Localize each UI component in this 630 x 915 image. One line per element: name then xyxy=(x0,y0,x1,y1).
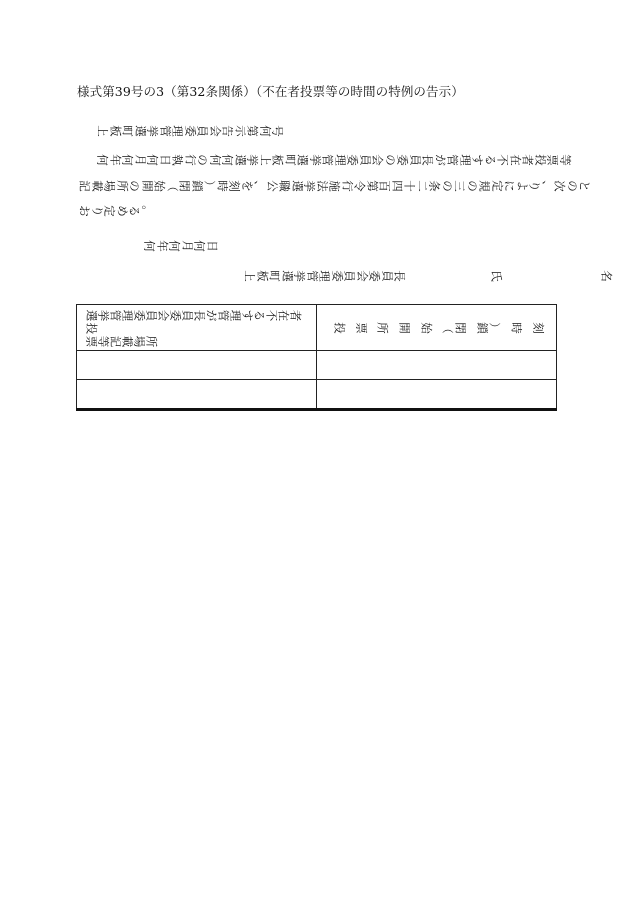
body-line-2-char: 十 xyxy=(402,180,417,192)
body-line-2-char: の xyxy=(564,180,579,192)
body-line-1-char: 者 xyxy=(520,154,535,166)
body-line-2-char: 次 xyxy=(552,180,567,192)
notice-number-char: 町 xyxy=(120,125,135,137)
header-time-char: （ xyxy=(440,321,455,334)
header-time-token xyxy=(333,320,346,336)
signature-title-char: 会 xyxy=(354,270,369,282)
body-line-1-char: の xyxy=(382,154,397,166)
body-line-2-char: 、 xyxy=(252,180,267,192)
body-line-3 xyxy=(78,203,153,219)
notice-number-char: 板 xyxy=(107,125,122,137)
signature-title-char: 委 xyxy=(367,270,382,282)
signature-title-char: 選 xyxy=(279,270,294,282)
signature-mei xyxy=(600,268,613,284)
body-line-1-char: 行 xyxy=(182,154,197,166)
body-line-1-char: 年 xyxy=(107,154,122,166)
body-line-2-char: 法 xyxy=(314,180,329,192)
body-line-2-char: 時 xyxy=(214,180,229,192)
body-line-1-char: 挙 xyxy=(307,154,322,166)
header-location-line-1-char: 不 xyxy=(264,309,279,322)
table-row xyxy=(77,351,557,380)
body-line-1-char: 理 xyxy=(332,154,347,166)
body-line-2-char: を xyxy=(239,180,254,192)
signature-title-char: 板 xyxy=(254,270,269,282)
notice-number-char: 理 xyxy=(170,125,185,137)
signature-title-char: 上 xyxy=(242,270,257,282)
header-location-line-1-char: 会 xyxy=(156,309,171,322)
body-line-1-char: 何 xyxy=(220,154,235,166)
header-location-line-1-char: 者 xyxy=(288,309,303,322)
body-line-1-char: の xyxy=(195,154,210,166)
body-line-2-char: 刻 xyxy=(227,180,242,192)
body-line-1-char: 委 xyxy=(345,154,360,166)
header-location-line-1-char: 選 xyxy=(84,309,99,322)
body-line-2-char: 条 xyxy=(427,180,442,192)
header-time-token xyxy=(441,320,466,336)
header-location-line-1 xyxy=(85,309,310,335)
notice-date-char: 日 xyxy=(204,240,219,252)
table-cell-location xyxy=(77,380,317,410)
body-line-2-char: 四 xyxy=(389,180,404,192)
header-location-line-1-char: 委 xyxy=(168,309,183,322)
header-location-line-2-char: 等 xyxy=(96,335,111,348)
signature-title-char: 員 xyxy=(342,270,357,282)
header-location-line-1-char: 管 xyxy=(216,309,231,322)
header-location-line-1-char: が xyxy=(204,309,219,322)
signature-mei-char: 名 xyxy=(599,270,614,282)
body-line-2-char: 開 xyxy=(139,180,154,192)
body-line-3-char: め xyxy=(114,205,129,217)
header-time-char: ） xyxy=(487,321,502,334)
body-line-2-char: 令 xyxy=(352,180,367,192)
notice-number-char: 告 xyxy=(220,125,235,137)
notice-date-char: 何 xyxy=(142,240,157,252)
body-line-2-char: の xyxy=(127,180,142,192)
body-line-3-char: 定 xyxy=(102,205,117,217)
table-row xyxy=(77,380,557,410)
body-line-2-char: 職 xyxy=(277,180,292,192)
body-line-1-char: 票 xyxy=(545,154,560,166)
body-line-1-char: 長 xyxy=(420,154,435,166)
header-time-token xyxy=(355,320,368,336)
body-line-2-char: 場 xyxy=(102,180,117,192)
header-time-token xyxy=(398,320,411,336)
header-time-token xyxy=(376,320,389,336)
body-line-2-char: 第 xyxy=(364,180,379,192)
body-line-2-char: の xyxy=(439,180,454,192)
header-location-line-1-char: 理 xyxy=(228,309,243,322)
signature-line xyxy=(243,268,613,284)
body-line-1-char: 執 xyxy=(170,154,185,166)
body-line-2-char: 百 xyxy=(377,180,392,192)
header-time-char: 時 xyxy=(509,321,524,334)
body-line-2-char: 規 xyxy=(477,180,492,192)
header-location-line-1-char: 員 xyxy=(180,309,195,322)
body-line-1-char: 選 xyxy=(232,154,247,166)
signature-shi xyxy=(490,268,503,284)
table-header-row xyxy=(77,305,557,351)
body-line-2-char: 定 xyxy=(489,180,504,192)
notice-date-char: 月 xyxy=(179,240,194,252)
table-cell-location xyxy=(77,351,317,380)
header-location-line-2 xyxy=(85,335,310,348)
body-line-1-char: 月 xyxy=(132,154,147,166)
body-line-2 xyxy=(78,178,591,194)
body-line-1-char: 何 xyxy=(145,154,160,166)
header-location xyxy=(77,305,317,351)
body-line-1-char: 上 xyxy=(257,154,272,166)
header-time-token xyxy=(420,320,433,336)
header-time-char: 投 xyxy=(332,321,347,334)
form-title: 様式第39号の3（第32条関係）（不在者投票等の時間の特例の告示） xyxy=(77,84,464,99)
notice-number-char: 上 xyxy=(95,125,110,137)
notice-number-char: 委 xyxy=(182,125,197,137)
body-line-2-char: 所 xyxy=(114,180,129,192)
body-line-1-char: 等 xyxy=(557,154,572,166)
body-line-1-char: す xyxy=(470,154,485,166)
body-line-1-char: 何 xyxy=(95,154,110,166)
body-line-1-char: 会 xyxy=(370,154,385,166)
header-time-char: 所 xyxy=(375,321,390,334)
body-line-2-char: 閉 xyxy=(177,180,192,192)
notice-number-char: 号 xyxy=(270,125,285,137)
header-time-char: 票 xyxy=(353,321,368,334)
notice-number-char: 挙 xyxy=(145,125,160,137)
signature-title-char: 員 xyxy=(379,270,394,282)
body-line-3-char: 。 xyxy=(139,205,154,217)
body-line-2-char: 挙 xyxy=(302,180,317,192)
header-location-line-2-char: 所 xyxy=(144,335,159,348)
header-location-line-2-char: 記 xyxy=(108,335,123,348)
body-line-1-char: 町 xyxy=(282,154,297,166)
body-line-1-char: 在 xyxy=(507,154,522,166)
header-location-line-1-char: 理 xyxy=(120,309,135,322)
header-location-line-1-char: る xyxy=(252,309,267,322)
body-line-2-char: に xyxy=(502,180,517,192)
body-line-2-char: 三 xyxy=(452,180,467,192)
body-line-2-char: 記 xyxy=(77,180,92,192)
notice-number-char: 第 xyxy=(245,125,260,137)
table-cell-time xyxy=(317,380,557,410)
body-line-1-char: 管 xyxy=(445,154,460,166)
body-line-1-char: 投 xyxy=(532,154,547,166)
body-line-2-char: 鎖 xyxy=(189,180,204,192)
header-time-char: 閉 xyxy=(453,321,468,334)
body-line-1-char: 選 xyxy=(295,154,310,166)
header-location-line-2-char: 載 xyxy=(120,335,135,348)
header-location-line-1-char: 在 xyxy=(276,309,291,322)
notice-number-char: 示 xyxy=(232,125,247,137)
body-line-1-char: 日 xyxy=(157,154,172,166)
header-location-line-1-char: 委 xyxy=(132,309,147,322)
body-line-3-char: り xyxy=(89,205,104,217)
body-line-2-char: り xyxy=(527,180,542,192)
header-time-char: 始 xyxy=(419,321,433,334)
signature-title-char: 町 xyxy=(267,270,282,282)
body-line-1-char: 委 xyxy=(395,154,410,166)
notice-date-char: 何 xyxy=(192,240,207,252)
header-location-line-2-char: 場 xyxy=(132,335,147,348)
header-location-line-1-char: 投 xyxy=(84,322,99,335)
header-time-label xyxy=(317,320,556,336)
header-time-char: 刻 xyxy=(530,321,545,334)
body-line-1-char: 挙 xyxy=(245,154,260,166)
body-line-1-char: 何 xyxy=(207,154,222,166)
signature-title-char: 委 xyxy=(329,270,344,282)
signature-shi-char: 氏 xyxy=(488,270,503,282)
body-line-1-char: 管 xyxy=(320,154,335,166)
body-line-2-char: 載 xyxy=(89,180,104,192)
table-cell-time xyxy=(317,351,557,380)
body-line-2-char: の xyxy=(464,180,479,192)
header-location-line-1-char: 長 xyxy=(192,309,207,322)
notice-number-char: 員 xyxy=(195,125,210,137)
notice-number-char: 選 xyxy=(132,125,147,137)
body-line-2-char: よ xyxy=(514,180,529,192)
notice-number-char: 会 xyxy=(207,125,222,137)
body-line-2-char: ） xyxy=(202,180,217,192)
body-line-2-char: 二 xyxy=(414,180,429,192)
signature-title-char: 挙 xyxy=(292,270,307,282)
header-location-line-1-char: 管 xyxy=(108,309,123,322)
signature-title-char: 管 xyxy=(304,270,319,282)
notice-number-char: 管 xyxy=(157,125,172,137)
body-line-2-char: 行 xyxy=(339,180,354,192)
body-line-1-char: 不 xyxy=(495,154,510,166)
notice-date-char: 年 xyxy=(154,240,169,252)
header-location-line-1-char: す xyxy=(240,309,255,322)
header-time xyxy=(317,305,557,351)
body-line-1-char: る xyxy=(482,154,497,166)
signature-title xyxy=(243,268,406,284)
signature-title-char: 長 xyxy=(392,270,407,282)
body-line-3-char: お xyxy=(77,205,92,217)
notice-number xyxy=(96,123,284,139)
body-line-3-char: る xyxy=(127,205,142,217)
body-line-1-char: 理 xyxy=(457,154,472,166)
body-line-2-char: 公 xyxy=(264,180,279,192)
header-location-line-2-char: 票 xyxy=(84,335,99,348)
body-line-1-char: 員 xyxy=(407,154,422,166)
body-line-1-char: が xyxy=(432,154,447,166)
header-location-line-1-char: 挙 xyxy=(96,309,111,322)
header-location-line-1-char: 員 xyxy=(144,309,159,322)
body-line-2-char: 始 xyxy=(152,180,167,192)
notice-number-char: 何 xyxy=(257,125,272,137)
header-time-token xyxy=(510,320,523,336)
notice-date xyxy=(143,238,218,254)
header-time-char: 鎖 xyxy=(474,321,489,334)
body-line-2-char: （ xyxy=(164,180,179,192)
signature-title-char: 理 xyxy=(317,270,332,282)
body-line-2-char: と xyxy=(577,180,592,192)
header-time-token xyxy=(532,320,545,336)
body-line-1-char: 員 xyxy=(357,154,372,166)
header-time-char: 開 xyxy=(397,321,412,334)
body-line-1 xyxy=(96,152,571,168)
body-line-2-char: 、 xyxy=(539,180,554,192)
body-line-2-char: 選 xyxy=(289,180,304,192)
header-time-token xyxy=(476,320,501,336)
body-line-2-char: 施 xyxy=(327,180,342,192)
body-line-1-char: 板 xyxy=(270,154,285,166)
notice-date-char: 何 xyxy=(167,240,182,252)
body-line-1-char: 何 xyxy=(120,154,135,166)
schedule-table xyxy=(76,304,557,411)
